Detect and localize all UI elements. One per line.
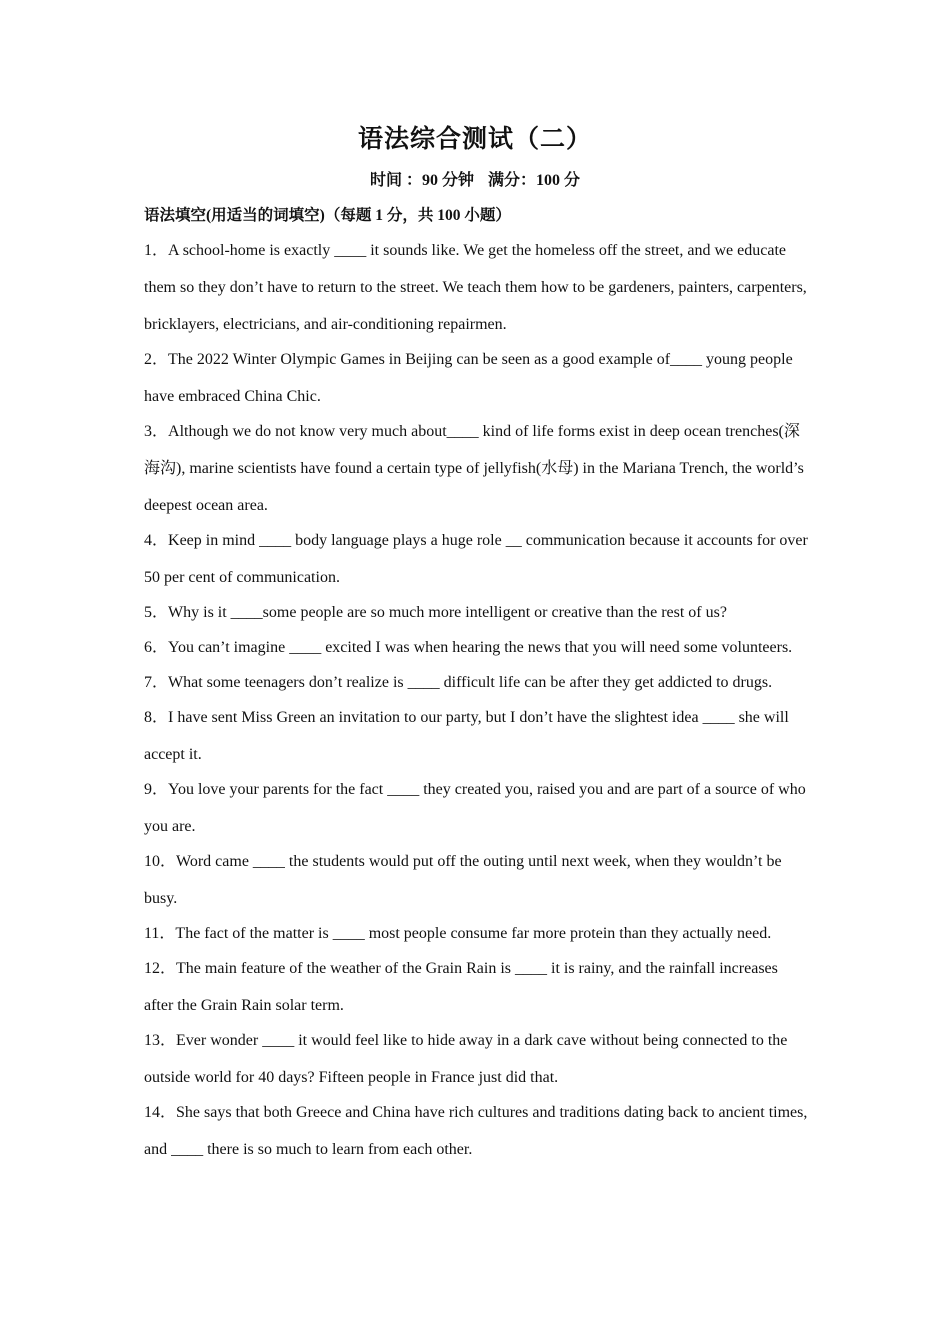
question-text: Word came ____ the students would put off the outing until next week, when they wouldn’t be busy. [144,853,782,907]
question-item [144,341,808,415]
question-list [144,232,808,1166]
question-text: You love your parents for the fact ____ they created you, raised you and are part of a source of who you are. [144,781,806,835]
question-text: A school-home is exactly ____ it sounds like. We get the homeless off the street, and we educate them so they don’t have to return to the street. We teach them how to be gardeners, painters, carpenters, bricklayers, electricians, and air-conditioning repairmen. [144,242,807,333]
question-item [144,771,808,845]
question-item [144,915,808,952]
question-number: 4． [144,532,169,549]
question-item [144,594,808,631]
question-text: You can’t imagine ____ excited I was when hearing the news that you will need some volunteers. [168,639,793,656]
question-number: 10． [144,853,177,870]
page-title: 语法综合测试（二） [357,126,592,153]
question-text: Why is it ____some people are so much more intelligent or creative than the rest of us? [168,604,727,621]
question-text: I have sent Miss Green an invitation to our party, but I don’t have the slightest idea ____ she will accept it. [144,709,789,763]
question-text: Keep in mind ____ body language plays a huge role __ communication because it accounts for over 50 per cent of communication. [144,532,808,586]
question-number: 2． [144,351,169,368]
question-number: 3． [144,423,169,440]
question-number: 7． [144,674,169,691]
question-item [144,629,808,666]
question-number: 11． [144,925,176,942]
section-heading: 语法填空(用适当的词填空)（每题 1 分，共 100 小题） [144,207,511,224]
question-item [144,1094,808,1168]
question-number: 9． [144,781,169,798]
question-item [144,522,808,596]
question-number: 8． [144,709,169,726]
question-number: 6． [144,639,169,656]
question-number: 5． [144,604,169,621]
question-text: The 2022 Winter Olympic Games in Beijing can be seen as a good example of____ young people have embraced China Chic. [144,351,793,405]
question-text: Ever wonder ____ it would feel like to hide away in a dark cave without being connected to the outside world for 40 days? Fifteen people in France just did that. [144,1032,788,1086]
question-item [144,664,808,701]
question-item [144,232,808,343]
question-item [144,1022,808,1096]
question-item [144,413,808,524]
exam-score: 满分：100 分 [488,172,581,189]
exam-time: 时间 ：90 分钟 [369,172,474,189]
question-text: What some teenagers don’t realize is ____ difficult life can be after they get addicted to drugs. [168,674,773,691]
question-item [144,699,808,773]
exam-info [0,168,950,194]
question-text: Although we do not know very much about____ kind of life forms exist in deep ocean trenches(深海沟), marine scientists have found a certain type of jellyfish(水母) in the Mariana Trench, the world’s deepest ocean area. [144,423,804,514]
question-number: 14． [144,1104,177,1121]
question-number: 1． [144,242,169,259]
question-number: 12． [144,960,177,977]
question-text: The fact of the matter is ____ most people consume far more protein than they actually need. [175,925,772,942]
question-item [144,950,808,1024]
question-item [144,843,808,917]
question-number: 13． [144,1032,177,1049]
question-text: The main feature of the weather of the Grain Rain is ____ it is rainy, and the rainfall increases after the Grain Rain solar term. [144,960,778,1014]
question-text: She says that both Greece and China have rich cultures and traditions dating back to ancient times, and ____ there is so much to learn from each other. [144,1104,808,1158]
